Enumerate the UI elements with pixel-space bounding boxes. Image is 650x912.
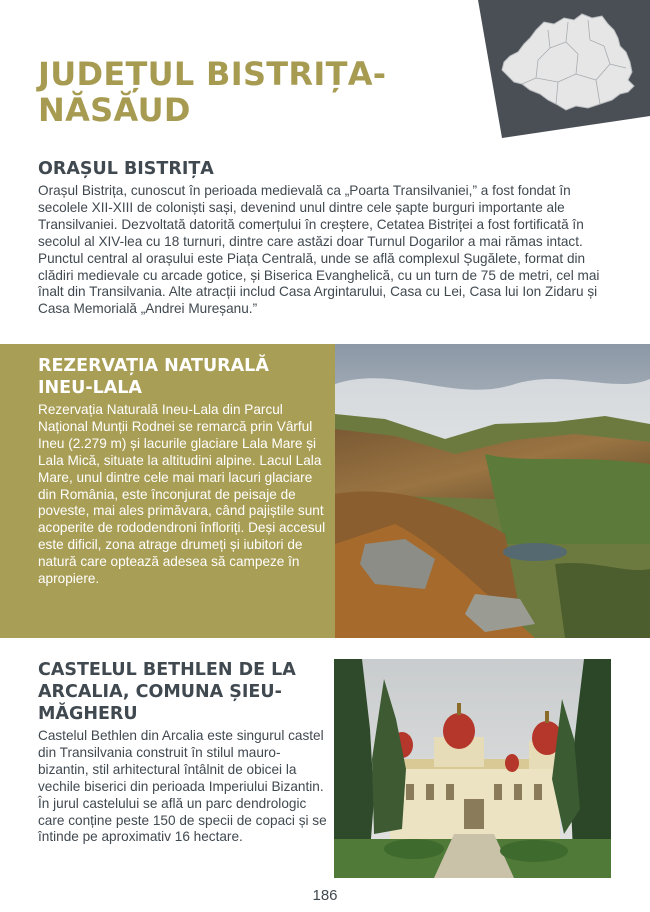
section-body-bistrita: Orașul Bistrița, cunoscut în perioada medievală ca „Poarta Transilvaniei,” a fost fondat în secolele XII-XIII de coloniști sași, devenind unul dintre cele șapte burguri importante ale Transilvaniei. Dezvoltată datorită comerțului în creștere, Cetatea Bistriței a fost fortificată în secolul al XIV-lea cu 18 turnuri, dintre care astăzi doar Turnul Dogarilor a mai rămas intact. Punctul central al orașului este Piața Centrală, unde se află complexul Șugălete, format din clădiri medievale cu arcade gotice, și Biserica Evanghelică, cu un turn de 75 de metri, cel mai înalt din Transilvania. Alte atracții includ Casa Argintarului, Casa cu Lei, Casa lui Ion Zidaru și Casa Memorială „Andrei Mureșanu.” xyxy=(38,183,600,317)
section-bistrita xyxy=(38,158,623,318)
page-title: JUDEȚUL BISTRIȚA-NĂSĂUD xyxy=(38,55,387,129)
romania-map-panel xyxy=(478,0,650,138)
mountain-lake-photo xyxy=(335,344,650,638)
section-body-castelul-bethlen: Castelul Bethlen din Arcalia este singurul castel din Transilvania construit în stilul mauro-bizantin, stil arhitectural întâlnit de obicei la vechile biserici din perioada Imperiului Bizantin. În jurul castelului se află un parc dendrologic care conține peste 150 de specii de copaci și se întinde pe aproximativ 16 hectare. xyxy=(38,728,327,845)
section-body-ineu-lala: Rezervația Naturală Ineu-Lala din Parcul Național Munții Rodnei se remarcă prin Vârful Ineu (2.279 m) și lacurile glaciare Lala Mare și Lala Mică, situate la altitudini alpine. Lacul Lala Mare, unul dintre cele mai mari lacuri glaciare din România, este înconjurat de peisaje de poveste, mai ales primăvara, când pajiștile sunt acoperite de rododendroni înfloriți. Deși accesul este dificil, zona atrage drumeți și iubitori de natură care optează adesea să campeze în apropiere. xyxy=(38,402,326,587)
page-number: 186 xyxy=(312,887,338,904)
section-castelul-bethlen xyxy=(38,659,328,846)
section-heading-bistrita: ORAȘUL BISTRIȚA xyxy=(38,159,214,179)
castle-photo xyxy=(334,659,611,878)
section-heading-ineu-lala: REZERVAȚIA NATURALĂ INEU-LALA xyxy=(38,356,269,398)
section-ineu-lala xyxy=(0,344,335,638)
section-heading-castelul-bethlen: CASTELUL BETHLEN DE LA ARCALIA, COMUNA ȘIEU-MĂGHERU xyxy=(38,660,296,724)
